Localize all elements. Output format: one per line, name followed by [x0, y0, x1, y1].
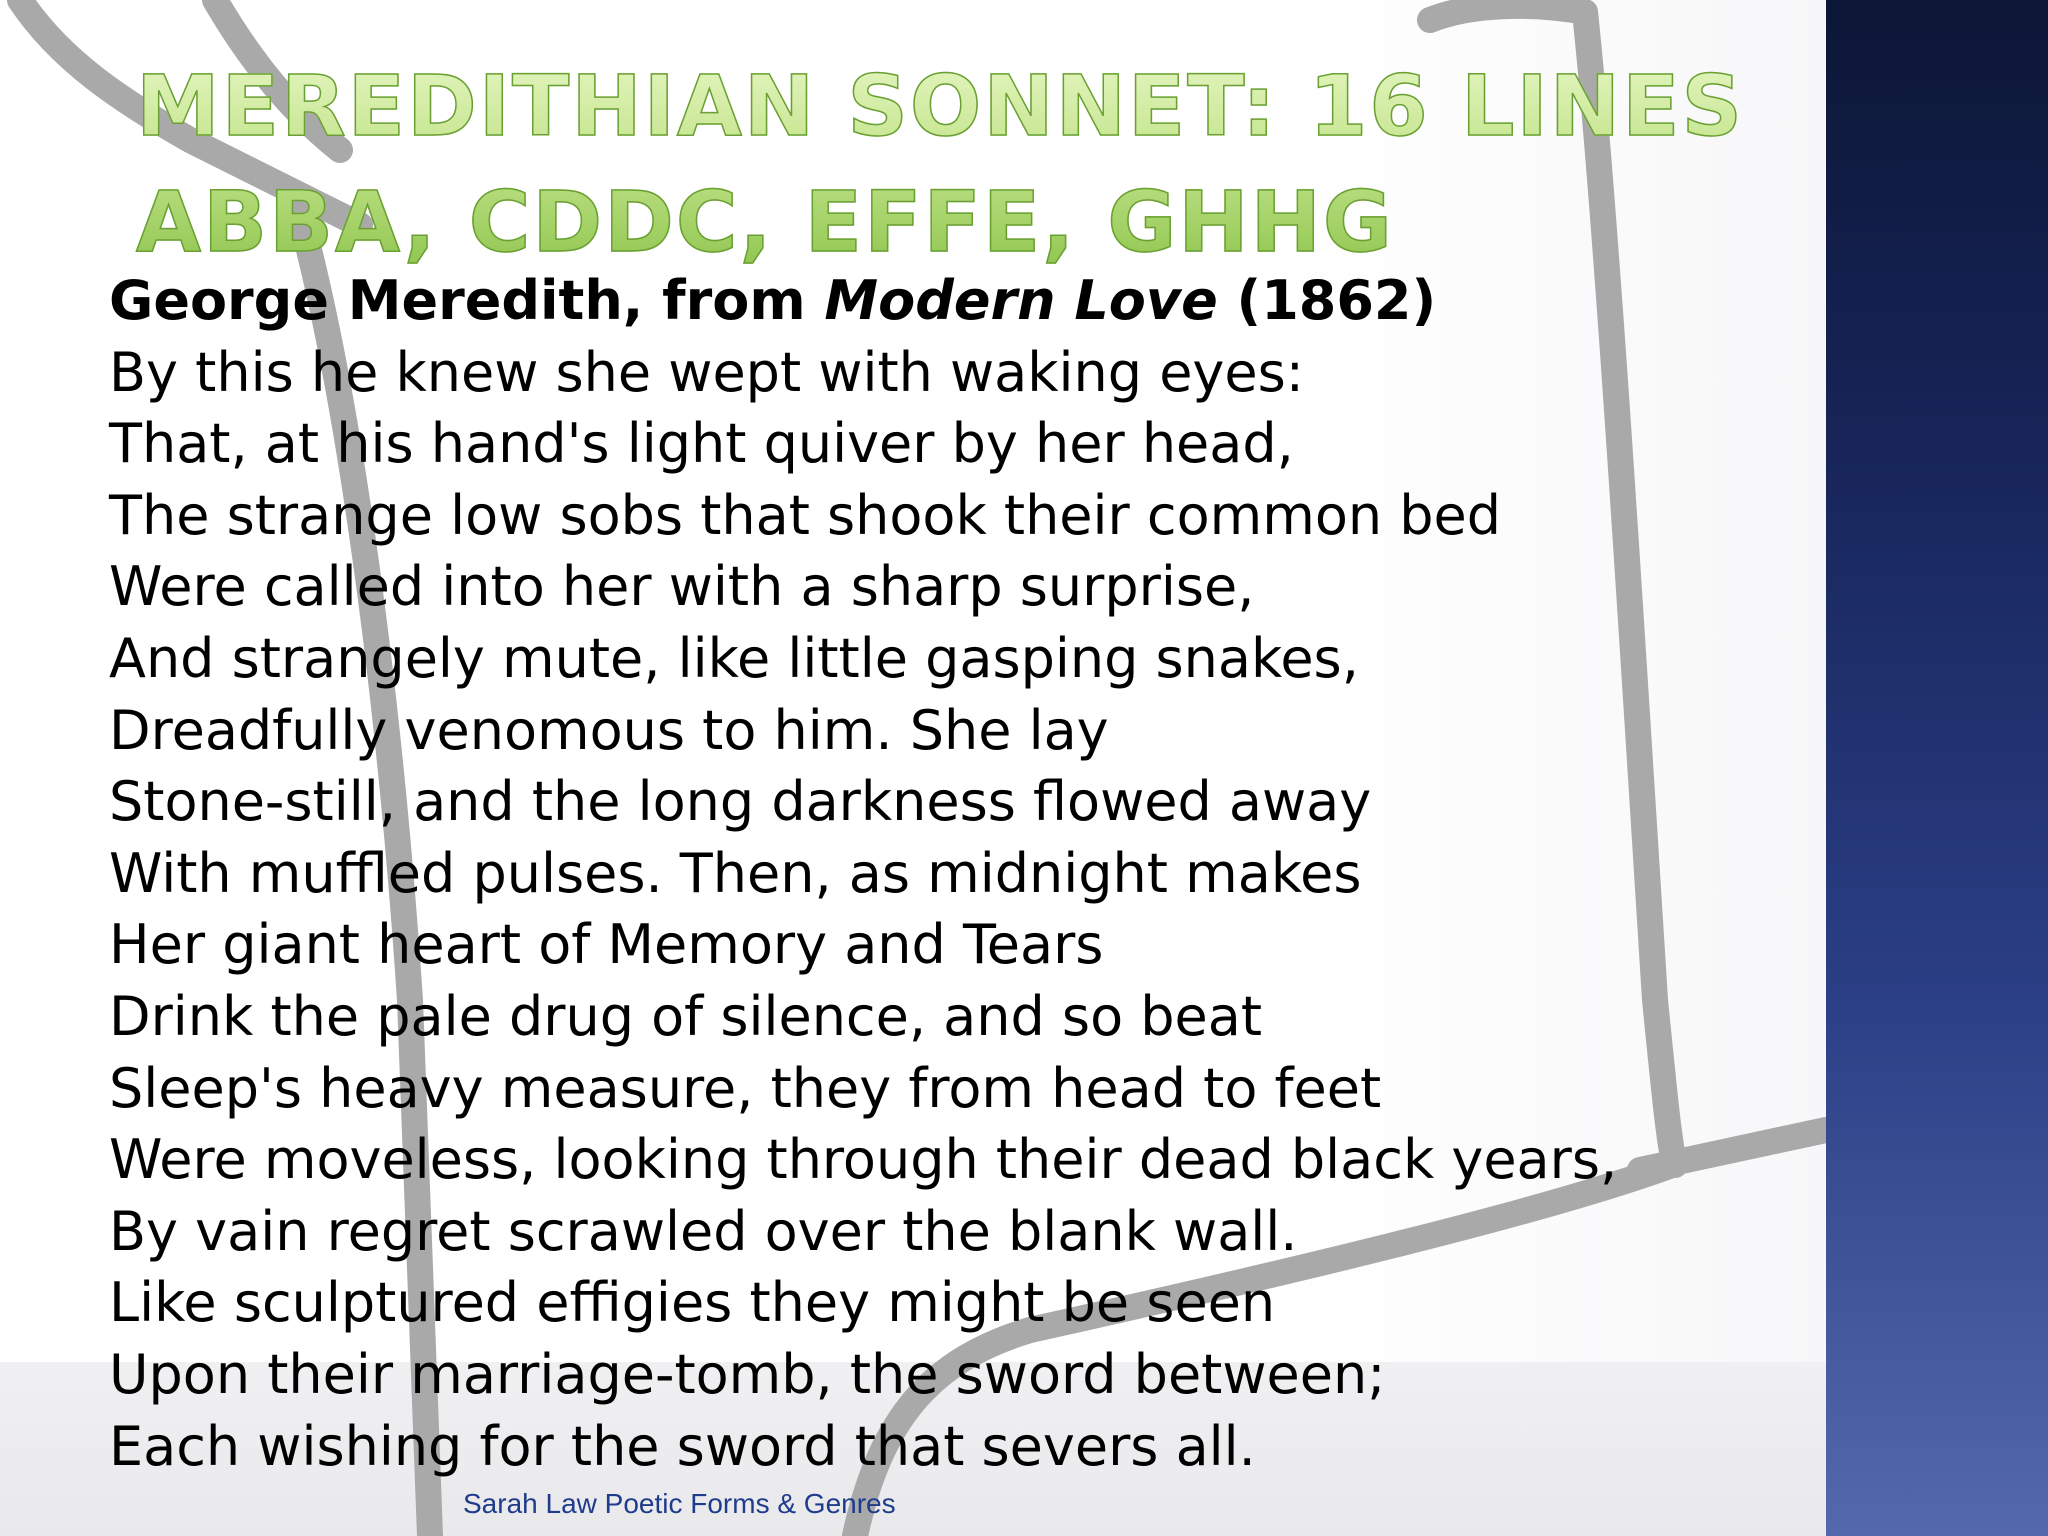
poem-text [109, 265, 1617, 1482]
poem-line: Were moveless, looking through their dead black years, [109, 1128, 1618, 1192]
poem-line: Upon their marriage-tomb, the sword between; [109, 1342, 1386, 1406]
attribution-work-title: Modern Love [824, 269, 1218, 332]
poem-line: With muffled pulses. Then, as midnight makes [109, 841, 1362, 905]
attribution-year: (1862) [1217, 269, 1437, 332]
poem-line: The strange low sobs that shook their common bed [109, 483, 1502, 547]
poem-attribution [109, 265, 1617, 337]
poem-line: Drink the pale drug of silence, and so beat [109, 984, 1263, 1048]
poem-line: By this he knew she wept with waking eyes: [109, 340, 1304, 404]
poem-line: And strangely mute, like little gasping snakes, [109, 626, 1359, 690]
poem-line: Were called into her with a sharp surprise, [109, 555, 1255, 619]
poem-line: Sleep's heavy measure, they from head to feet [109, 1056, 1382, 1120]
title-line-1: MEREDITHIAN SONNET: 16 LINES [136, 57, 1744, 155]
poem-line: Stone-still, and the long darkness flowed away [109, 770, 1372, 834]
poem-line: Each wishing for the sword that severs all. [109, 1414, 1256, 1478]
slide-footer: Sarah Law Poetic Forms & Genres [463, 1488, 896, 1519]
poem-line: Her giant heart of Memory and Tears [109, 913, 1104, 977]
poem-line: Like sculptured effigies they might be seen [109, 1271, 1276, 1335]
attribution-author: George Meredith, from [109, 269, 825, 332]
poem-line: By vain regret scrawled over the blank wall. [109, 1199, 1298, 1263]
poem-line: Dreadfully venomous to him. She lay [109, 698, 1109, 762]
poem-line: That, at his hand's light quiver by her head, [109, 412, 1294, 476]
slide-title [136, 48, 1744, 280]
blue-side-panel [1826, 0, 2048, 1536]
title-line-2: ABBA, CDDC, EFFE, GHHG [136, 173, 1394, 271]
